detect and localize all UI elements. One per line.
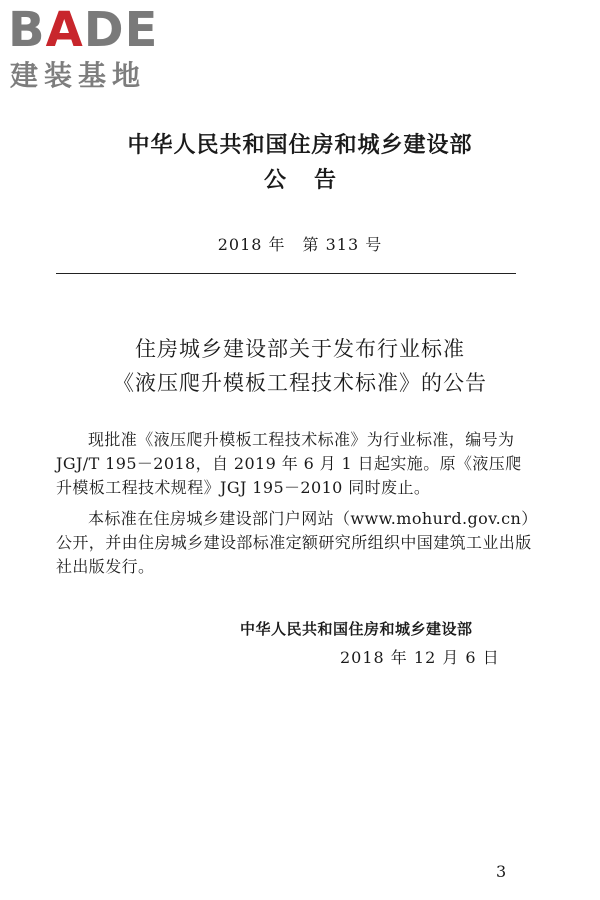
body-paragraph-2: 本标准在住房城乡建设部门户网站（www.mohurd.gov.cn）公开，并由住房城乡建设部标准定额研究所组织中国建筑工业出版社出版发行。 bbox=[56, 509, 532, 576]
page-number: 3 bbox=[496, 862, 507, 881]
issue-date: 2018 年 12 月 6 日 bbox=[340, 648, 500, 667]
logo-wordmark bbox=[8, 4, 158, 56]
logo-subtitle: 建装基地 bbox=[10, 59, 147, 92]
body-paragraph-1: 现批准《液压爬升模板工程技术标准》为行业标准，编号为 JGJ/T 195－2018，自 2019 年 6 月 1 日起实施。原《液压爬升模板工程技术规程》JGJ 195－2010 同时废止。 bbox=[56, 430, 522, 497]
announcement-subject bbox=[0, 332, 600, 400]
logo-letters-de: DE bbox=[83, 2, 159, 58]
announcement-body bbox=[56, 428, 536, 579]
issuer-title: 中华人民共和国住房和城乡建设部 bbox=[127, 133, 473, 158]
document-number: 2018 年 第 313 号 bbox=[217, 235, 383, 254]
logo-letter-a-accent: A bbox=[45, 2, 84, 58]
signatory: 中华人民共和国住房和城乡建设部 bbox=[240, 620, 473, 638]
logo-letter-b: B bbox=[8, 2, 46, 58]
subject-line-2: 《液压爬升模板工程技术标准》的公告 bbox=[113, 371, 487, 395]
document-type: 公告 bbox=[263, 168, 364, 193]
header-divider bbox=[56, 273, 516, 274]
subject-line-1: 住房城乡建设部关于发布行业标准 bbox=[135, 337, 465, 361]
brand-logo bbox=[8, 4, 176, 96]
